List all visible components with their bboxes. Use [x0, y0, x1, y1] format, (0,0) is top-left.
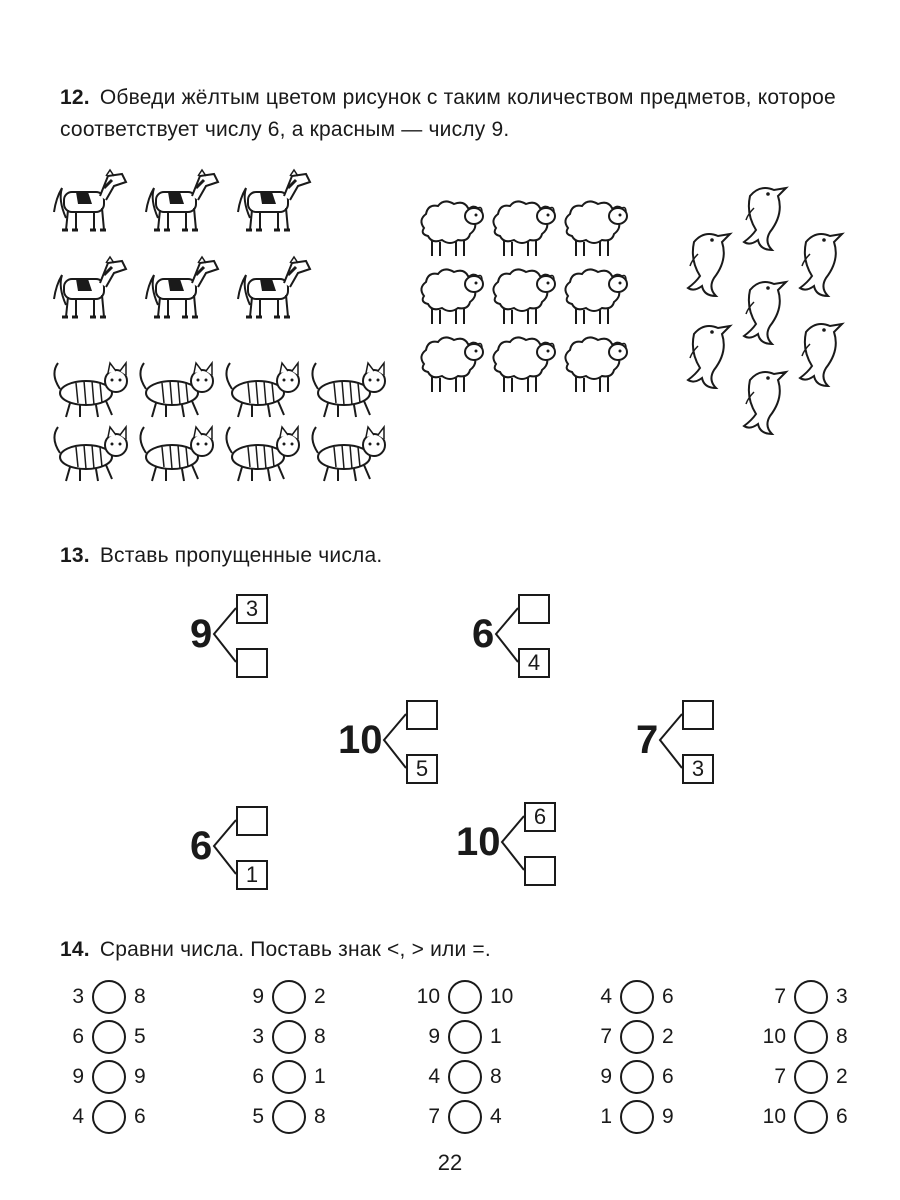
- sheep-picture: [416, 196, 638, 406]
- page-number: 22: [437, 1150, 463, 1175]
- left-number: 9: [72, 1065, 84, 1088]
- cat-icon: [54, 363, 127, 417]
- horses-group[interactable]: [48, 165, 328, 340]
- left-number: 7: [774, 1065, 786, 1088]
- cat-icon: [140, 363, 213, 417]
- horse-icon: [146, 170, 218, 230]
- sheep-icon: [565, 201, 627, 256]
- left-number: 6: [72, 1025, 84, 1048]
- sign-circle[interactable]: [448, 980, 482, 1014]
- comparison-item: [60, 1020, 158, 1054]
- left-number: 6: [252, 1065, 264, 1088]
- left-number: 9: [600, 1065, 612, 1088]
- right-number: 8: [134, 985, 146, 1008]
- cat-icon: [140, 427, 213, 481]
- right-number: 9: [662, 1105, 674, 1128]
- task-14: [60, 934, 860, 966]
- dolphin-icon: [800, 324, 842, 386]
- left-number: 4: [600, 985, 612, 1008]
- sheep-icon: [421, 269, 483, 324]
- decomposition: [338, 698, 538, 788]
- answer-box-top[interactable]: [406, 700, 438, 730]
- right-number: 6: [662, 985, 674, 1008]
- left-number: 10: [762, 1105, 786, 1128]
- comparison-item: [416, 1020, 514, 1054]
- left-number: 7: [428, 1105, 440, 1128]
- dolphins-picture: [678, 184, 858, 459]
- right-number: 6: [836, 1105, 848, 1128]
- right-number: 2: [836, 1065, 848, 1088]
- left-number: 3: [252, 1025, 264, 1048]
- sign-circle[interactable]: [620, 1060, 654, 1094]
- comparison-item: [588, 980, 686, 1014]
- whole-number: 10: [338, 718, 383, 762]
- sign-circle[interactable]: [794, 1020, 828, 1054]
- decomposition: [190, 804, 390, 894]
- sign-circle[interactable]: [620, 1100, 654, 1134]
- sheep-icon: [421, 337, 483, 392]
- horse-icon: [54, 170, 126, 230]
- right-number: 2: [314, 985, 326, 1008]
- horse-icon: [54, 257, 126, 317]
- right-number: 2: [662, 1025, 674, 1048]
- sign-circle[interactable]: [92, 1020, 126, 1054]
- left-number: 10: [762, 1025, 786, 1048]
- right-number: 6: [134, 1105, 146, 1128]
- answer-box-top: 6: [524, 802, 556, 832]
- left-number: 4: [428, 1065, 440, 1088]
- comparison-item: [762, 1060, 860, 1094]
- dolphin-icon: [688, 234, 730, 296]
- cats-group[interactable]: [50, 355, 400, 490]
- answer-box-bottom[interactable]: [524, 856, 556, 886]
- comparison-item: [60, 1060, 158, 1094]
- comparison-item: [240, 980, 338, 1014]
- sheep-icon: [493, 269, 555, 324]
- cat-icon: [54, 427, 127, 481]
- right-number: 8: [314, 1025, 326, 1048]
- horses-picture: [48, 165, 328, 340]
- left-number: 4: [72, 1105, 84, 1128]
- cat-icon: [226, 427, 299, 481]
- task-text: Обведи жёлтым цветом рисунок с таким количеством предметов, которое соответствует числу 6, а красным — числу 9.: [60, 86, 836, 141]
- sheep-icon: [565, 337, 627, 392]
- right-number: 5: [134, 1025, 146, 1048]
- left-number: 1: [600, 1105, 612, 1128]
- sign-circle[interactable]: [272, 1060, 306, 1094]
- whole-number: 7: [636, 718, 659, 762]
- right-number: 8: [490, 1065, 502, 1088]
- comparison-item: [588, 1020, 686, 1054]
- branch-lines: [456, 800, 576, 890]
- comparison-item: [240, 1100, 338, 1134]
- sign-circle[interactable]: [92, 1060, 126, 1094]
- right-number: 3: [836, 985, 848, 1008]
- whole-number: 6: [472, 612, 495, 656]
- comparison-item: [762, 1100, 860, 1134]
- sign-circle[interactable]: [272, 980, 306, 1014]
- comparison-item: [240, 1020, 338, 1054]
- dolphin-icon: [744, 282, 786, 344]
- comparison-item: [240, 1060, 338, 1094]
- cat-icon: [226, 363, 299, 417]
- right-number: 9: [134, 1065, 146, 1088]
- dolphin-icon: [800, 234, 842, 296]
- answer-box-bottom: 1: [236, 860, 268, 890]
- comparison-item: [416, 1060, 514, 1094]
- answer-box-top[interactable]: [682, 700, 714, 730]
- left-number: 7: [774, 985, 786, 1008]
- sign-circle[interactable]: [448, 1100, 482, 1134]
- decomposition: [636, 698, 836, 788]
- task-12: [60, 82, 860, 146]
- left-number: 7: [600, 1025, 612, 1048]
- sign-circle[interactable]: [794, 1100, 828, 1134]
- answer-box-bottom[interactable]: [236, 648, 268, 678]
- comparison-item: [762, 1020, 860, 1054]
- decomposition: [190, 592, 390, 682]
- cats-picture: [50, 355, 400, 490]
- cat-icon: [312, 427, 385, 481]
- horse-icon: [238, 170, 310, 230]
- sheep-group[interactable]: [416, 196, 638, 406]
- answer-box-bottom: 5: [406, 754, 438, 784]
- comparison-item: [60, 980, 158, 1014]
- right-number: 4: [490, 1105, 502, 1128]
- answer-box-top[interactable]: [236, 806, 268, 836]
- sign-circle[interactable]: [272, 1100, 306, 1134]
- right-number: 6: [662, 1065, 674, 1088]
- horse-icon: [146, 257, 218, 317]
- dolphins-group[interactable]: [678, 184, 858, 459]
- sheep-icon: [565, 269, 627, 324]
- answer-box-top[interactable]: [518, 594, 550, 624]
- decomposition: [456, 800, 656, 890]
- sign-circle[interactable]: [272, 1020, 306, 1054]
- sign-circle[interactable]: [448, 1060, 482, 1094]
- sign-circle[interactable]: [92, 980, 126, 1014]
- task-number: 12.: [60, 86, 90, 109]
- left-number: 3: [72, 985, 84, 1008]
- right-number: 1: [314, 1065, 326, 1088]
- sign-circle[interactable]: [620, 980, 654, 1014]
- comparison-item: [416, 980, 514, 1014]
- left-number: 5: [252, 1105, 264, 1128]
- right-number: 10: [490, 985, 514, 1008]
- decomposition: [472, 592, 672, 682]
- whole-number: 9: [190, 612, 213, 656]
- sheep-icon: [421, 201, 483, 256]
- right-number: 8: [836, 1025, 848, 1048]
- right-number: 8: [314, 1105, 326, 1128]
- horse-icon: [238, 257, 310, 317]
- answer-box-bottom: 3: [682, 754, 714, 784]
- task-number: 13.: [60, 544, 90, 567]
- sign-circle[interactable]: [794, 980, 828, 1014]
- dolphin-icon: [744, 372, 786, 434]
- left-number: 9: [252, 985, 264, 1008]
- branch-lines: [338, 698, 458, 788]
- sheep-icon: [493, 201, 555, 256]
- task-text: Вставь пропущенные числа.: [99, 544, 383, 567]
- dolphin-icon: [744, 188, 786, 250]
- dolphin-icon: [688, 326, 730, 388]
- left-number: 10: [416, 985, 440, 1008]
- comparison-item: [588, 1100, 686, 1134]
- answer-box-top: 3: [236, 594, 268, 624]
- task-text: Сравни числа. Поставь знак <, > или =.: [99, 938, 491, 961]
- comparison-item: [60, 1100, 158, 1134]
- whole-number: 6: [190, 824, 213, 868]
- cat-icon: [312, 363, 385, 417]
- answer-box-bottom: 4: [518, 648, 550, 678]
- comparison-item: [588, 1060, 686, 1094]
- comparison-item: [416, 1100, 514, 1134]
- comparison-item: [762, 980, 860, 1014]
- task-13: [60, 540, 860, 572]
- task-number: 14.: [60, 938, 90, 961]
- right-number: 1: [490, 1025, 502, 1048]
- sign-circle[interactable]: [794, 1060, 828, 1094]
- left-number: 9: [428, 1025, 440, 1048]
- sign-circle[interactable]: [92, 1100, 126, 1134]
- whole-number: 10: [456, 820, 501, 864]
- sheep-icon: [493, 337, 555, 392]
- sign-circle[interactable]: [448, 1020, 482, 1054]
- sign-circle[interactable]: [620, 1020, 654, 1054]
